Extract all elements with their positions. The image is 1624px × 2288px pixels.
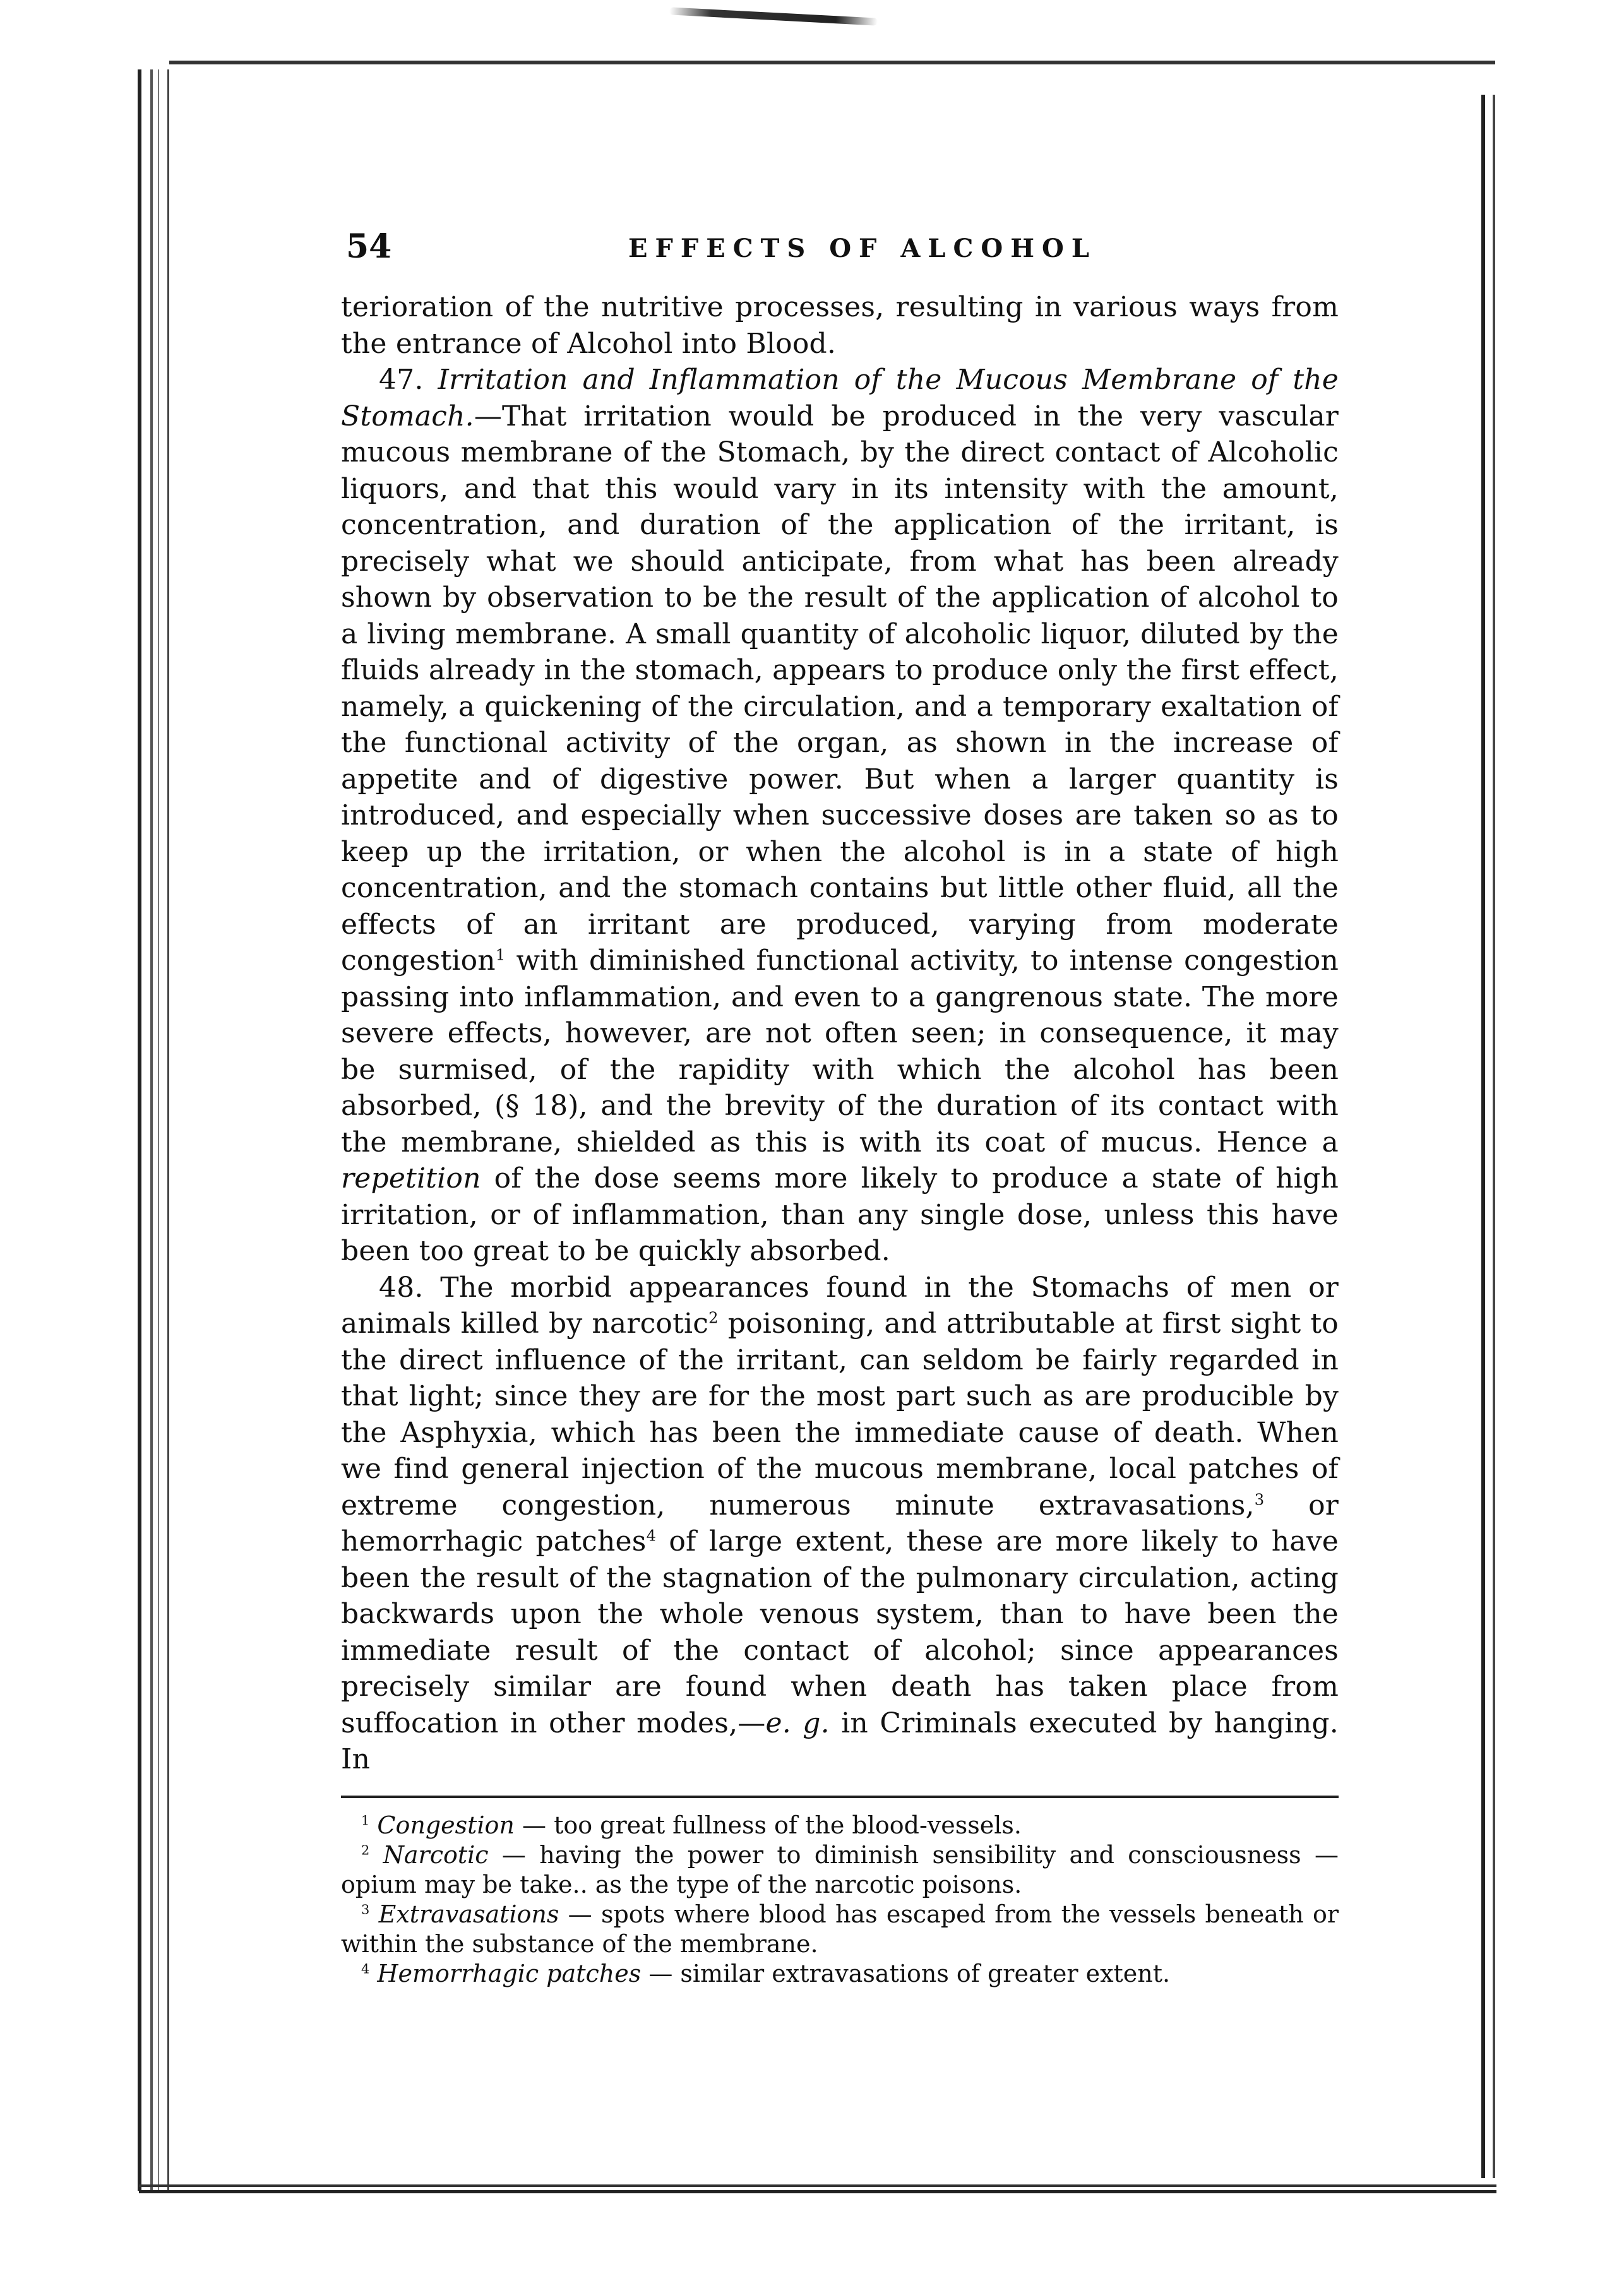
page-number: 54 [346, 227, 392, 266]
section-number: 47. [379, 364, 424, 396]
emphasis: repetition [341, 1162, 481, 1195]
footnote-term: Narcotic [383, 1840, 489, 1869]
footnote-ref: 2 [708, 1309, 719, 1327]
body-text [341, 289, 1339, 1778]
footnote-ref: 4 [646, 1527, 657, 1545]
section-heading: Irritation and Inflammation of the Mucous Membrane of the Stomach. [341, 364, 1339, 432]
footnote-divider [341, 1796, 1339, 1798]
footnote: $^2$ Narcotic — having the power to diminish sensibility and consciousness —opium may be take.. as the type of the narcotic poisons. [341, 1840, 1339, 1898]
footnote: $^3$ Extravasations — spots where blood has escaped from the vessels beneath or within the substance of the membrane. [341, 1900, 1339, 1958]
scan-frame-right [1481, 95, 1495, 2178]
running-title: EFFECTS OF ALCOHOL [628, 234, 1097, 263]
footnote-term: Hemorrhagic patches [377, 1959, 642, 1987]
continued-paragraph: terioration of the nutritive processes, resulting in various ways from the entrance of Alcohol into Blood. [341, 291, 1339, 360]
footnote: $^4$ Hemorrhagic patches — similar extravasations of greater extent. [361, 1959, 1171, 1987]
section-number: 48. [379, 1271, 424, 1304]
scan-frame-bottom [139, 2184, 1496, 2193]
footnote: $^1$ Congestion — too great fullness of the blood-vessels. [361, 1811, 1022, 1839]
scan-frame-left [138, 69, 169, 2191]
emphasis: e. g. [765, 1707, 830, 1739]
footnote-term: Extravasations [378, 1900, 559, 1928]
book-page [341, 227, 1339, 2058]
running-head [341, 227, 1339, 271]
footnote-ref: 3 [1254, 1490, 1265, 1508]
paragraph-48: 48. The morbid appearances found in the Stomachs of men or animals killed by narcotic$^2$ poisoning, and attributable at first sight to the direct influence of the irritant, can seldom be fairly regarded in that light; since they are for the most part such as are producible by the Asphyxia, which has been the immediate cause of death. When we find general injection of the mucous membrane, local patches of extreme congestion, numerous minute extravasations,$^3$ or hemorrhagic patches$^4$ of large extent, these are more likely to have been the result of the stagnation of the pulmonary circulation, acting backwards upon the whole venous system, than to have been the immediate result of the contact of alcohol; since appearances precisely similar are found when death has taken place from suffocation in other modes,—e. g. in Criminals executed by hanging. In [341, 1271, 1339, 1775]
scan-smudge [669, 7, 878, 25]
paragraph-47: 47. Irritation and Inflammation of the Mucous Membrane of the Stomach.—That irritation would be produced in the very vascular mucous membrane of the Stomach, by the direct contact of Alcoholic liquors, and that this would vary in its intensity with the amount, concentration, and duration of the application of the irritant, is precisely what we should anticipate, from what has been already shown by observation to be the result of the application of alcohol to a living membrane. A small quantity of alcoholic liquor, diluted by the fluids already in the stomach, appears to produce only the first effect, namely, a quickening of the circulation, and a temporary exaltation of the functional activity of the organ, as shown in the increase of appetite and of digestive power. But when a larger quantity is introduced, and especially when successive doses are taken so as to keep up the irritation, or when the alcohol is in a state of high concentration, and the stomach contains but little other fluid, all the effects of an irritant are produced, varying from moderate congestion$^1$ with diminished functional activity, to intense congestion passing into inflammation, and even to a gangrenous state. The more severe effects, however, are not often seen; in consequence, it may be surmised, of the rapidity with which the alcohol has been absorbed, (§ 18), and the brevity of the duration of its contact with the membrane, shielded as this is with its coat of mucus. Hence a repetition of the dose seems more likely to produce a state of high irritation, or of inflammation, than any single dose, unless this have been too great to be quickly absorbed. [341, 364, 1339, 1267]
footnote-term: Congestion [377, 1811, 515, 1839]
footnote-ref: 1 [495, 946, 506, 964]
scan-frame-top [169, 61, 1495, 64]
footnotes [341, 1811, 1339, 1989]
